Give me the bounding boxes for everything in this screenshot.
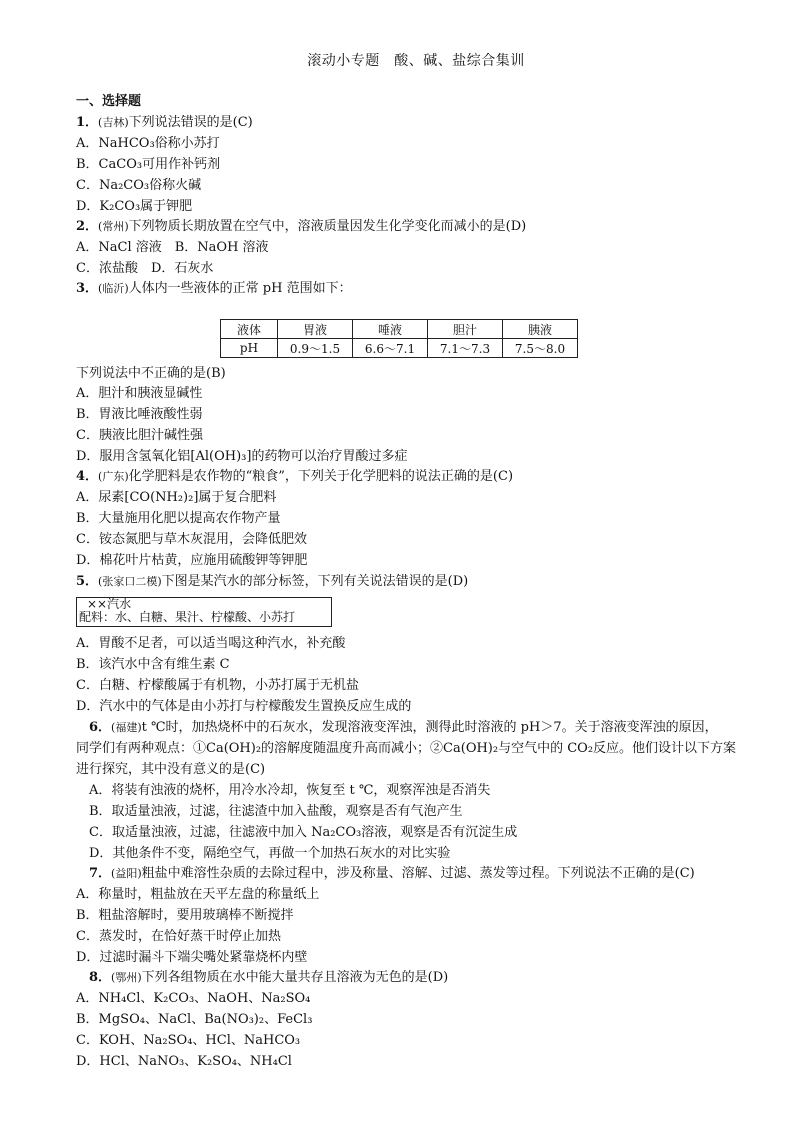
question-text: 下列说法错误的是(C) [128, 115, 253, 130]
q4-option-c: C．铵态氮肥与草木灰混用，会降低肥效 [76, 532, 307, 547]
question-text: 化学肥料是农作物的“粮食”，下列关于化学肥料的说法正确的是(C) [128, 469, 514, 484]
q8-option-c: C．KOH、Na₂SO₄、HCl、NaHCO₃ [76, 1033, 301, 1048]
q7-option-c: C．蒸发时，在恰好蒸干时停止加热 [76, 929, 281, 944]
q6-option-c: C．取适量浊液，过滤，往滤液中加入 Na₂CO₃溶液，观察是否有沉淀生成 [89, 825, 518, 840]
soda-label-box [76, 597, 332, 627]
q3-option-c: C．胰液比胆汁碱性强 [76, 428, 203, 443]
table-row [221, 339, 578, 358]
question-7-stem [89, 864, 695, 884]
question-source: (鄂州) [111, 971, 142, 984]
section-heading: 一、选择题 [76, 94, 142, 109]
question-5-stem [76, 572, 468, 592]
table-header-cell: 胰液 [503, 320, 578, 339]
table-header-cell: 液体 [221, 320, 278, 339]
ph-range-table [220, 319, 578, 358]
q4-option-b: B．大量施用化肥以提高农作物产量 [76, 511, 281, 526]
table-header-cell: 胆汁 [428, 320, 503, 339]
question-text: 下列物质长期放置在空气中，溶液质量因发生化学变化而减小的是(D) [128, 219, 527, 234]
question-6-stem [89, 718, 718, 738]
question-number: 5． [76, 574, 99, 589]
question-source: (吉林) [98, 116, 129, 129]
soda-label-title: ××汽水 [87, 597, 132, 611]
question-number: 3． [76, 281, 99, 296]
q8-option-b: B．MgSO₄、NaCl、Ba(NO₃)₂、FeCl₃ [76, 1012, 313, 1027]
q7-option-d: D．过滤时漏斗下端尖嘴处紧靠烧杯内壁 [76, 950, 308, 965]
question-source: (张家口二模) [98, 575, 162, 588]
table-header-cell: 胃液 [278, 320, 353, 339]
question-source: (广东) [98, 470, 129, 483]
question-number: 7． [89, 866, 112, 881]
table-cell: 6.6～7.1 [353, 339, 428, 358]
question-text: 下列各组物质在水中能大量共存且溶液为无色的是(D) [141, 970, 449, 985]
q5-option-b: B．该汽水中含有维生素 C [76, 657, 230, 672]
q3-question: 下列说法中不正确的是(B) [76, 366, 226, 381]
question-text: 下图是某汽水的部分标签，下列有关说法错误的是(D) [161, 574, 469, 589]
question-text: 人体内一些液体的正常 pH 范围如下： [128, 281, 352, 296]
question-text: 粗盐中难溶性杂质的去除过程中，涉及称量、溶解、过滤、蒸发等过程。下列说法不正确的是(C) [141, 866, 695, 881]
question-number: 6． [89, 720, 112, 735]
question-6-line2: 同学们有两种观点：①Ca(OH)₂的溶解度随温度升高而减小；②Ca(OH)₂与空气中的 CO₂反应。他们设计以下方案 [76, 741, 737, 756]
question-number: 1． [76, 115, 99, 130]
q1-option-b: B．CaCO₃可用作补钙剂 [76, 157, 221, 172]
table-header-cell: 唾液 [353, 320, 428, 339]
q8-option-a: A．NH₄Cl、K₂CO₃、NaOH、Na₂SO₄ [76, 991, 311, 1006]
table-cell: 7.5～8.0 [503, 339, 578, 358]
q5-option-d: D．汽水中的气体是由小苏打与柠檬酸发生置换反应生成的 [76, 699, 412, 714]
q7-option-a: A．称量时，粗盐放在天平左盘的称量纸上 [76, 887, 320, 902]
page-title: 滚动小专题 酸、碱、盐综合集训 [307, 53, 525, 69]
q3-option-b: B．胃液比唾液酸性弱 [76, 407, 203, 422]
question-1-stem [76, 113, 253, 133]
question-source: (福建) [111, 721, 142, 734]
q2-options-ab: A．NaCl 溶液 B．NaOH 溶液 [76, 240, 269, 255]
question-6-line3: 进行探究，其中没有意义的是(C) [76, 762, 266, 777]
table-cell: pH [221, 339, 278, 358]
q2-options-cd: C．浓盐酸 D．石灰水 [76, 261, 214, 276]
question-number: 2． [76, 219, 99, 234]
question-source: (常州) [98, 220, 129, 233]
q4-option-a: A．尿素[CO(NH₂)₂]属于复合肥料 [76, 490, 277, 505]
q3-option-d: D．服用含氢氧化铝[Al(OH)₃]的药物可以治疗胃酸过多症 [76, 449, 408, 464]
question-3-stem [76, 279, 352, 299]
soda-label-ingredients: 配料：水、白糖、果汁、柠檬酸、小苏打 [79, 610, 296, 624]
table-header-row [221, 320, 578, 339]
q5-option-c: C．白糖、柠檬酸属于有机物，小苏打属于无机盐 [76, 678, 359, 693]
q7-option-b: B．粗盐溶解时，要用玻璃棒不断搅拌 [76, 908, 294, 923]
q4-option-d: D．棉花叶片枯黄，应施用硫酸钾等钾肥 [76, 553, 308, 568]
question-source: (临沂) [98, 282, 129, 295]
question-2-stem [76, 217, 526, 237]
question-number: 8． [89, 970, 112, 985]
q8-option-d: D．HCl、NaNO₃、K₂SO₄、NH₄Cl [76, 1054, 292, 1069]
question-8-stem [89, 968, 448, 988]
q1-option-c: C．Na₂CO₃俗称火碱 [76, 178, 202, 193]
question-text: t ℃时，加热烧杯中的石灰水，发现溶液变浑浊，测得此时溶液的 pH＞7。关于溶液变浑浊的原因， [141, 720, 718, 735]
q6-option-b: B．取适量浊液，过滤，往滤渣中加入盐酸，观察是否有气泡产生 [89, 804, 463, 819]
q6-option-d: D．其他条件不变，隔绝空气，再做一个加热石灰水的对比实验 [89, 846, 451, 861]
table-cell: 7.1～7.3 [428, 339, 503, 358]
question-source: (益阳) [111, 867, 142, 880]
question-number: 4． [76, 469, 99, 484]
q6-option-a: A．将装有浊液的烧杯，用冷水冷却，恢复至 t ℃，观察浑浊是否消失 [89, 783, 491, 798]
q1-option-d: D．K₂CO₃属于钾肥 [76, 199, 193, 214]
q5-option-a: A．胃酸不足者，可以适当喝这种汽水，补充酸 [76, 636, 346, 651]
table-cell: 0.9～1.5 [278, 339, 353, 358]
q1-option-a: A．NaHCO₃俗称小苏打 [76, 136, 220, 151]
q3-option-a: A．胆汁和胰液显碱性 [76, 386, 203, 401]
question-4-stem [76, 467, 513, 487]
